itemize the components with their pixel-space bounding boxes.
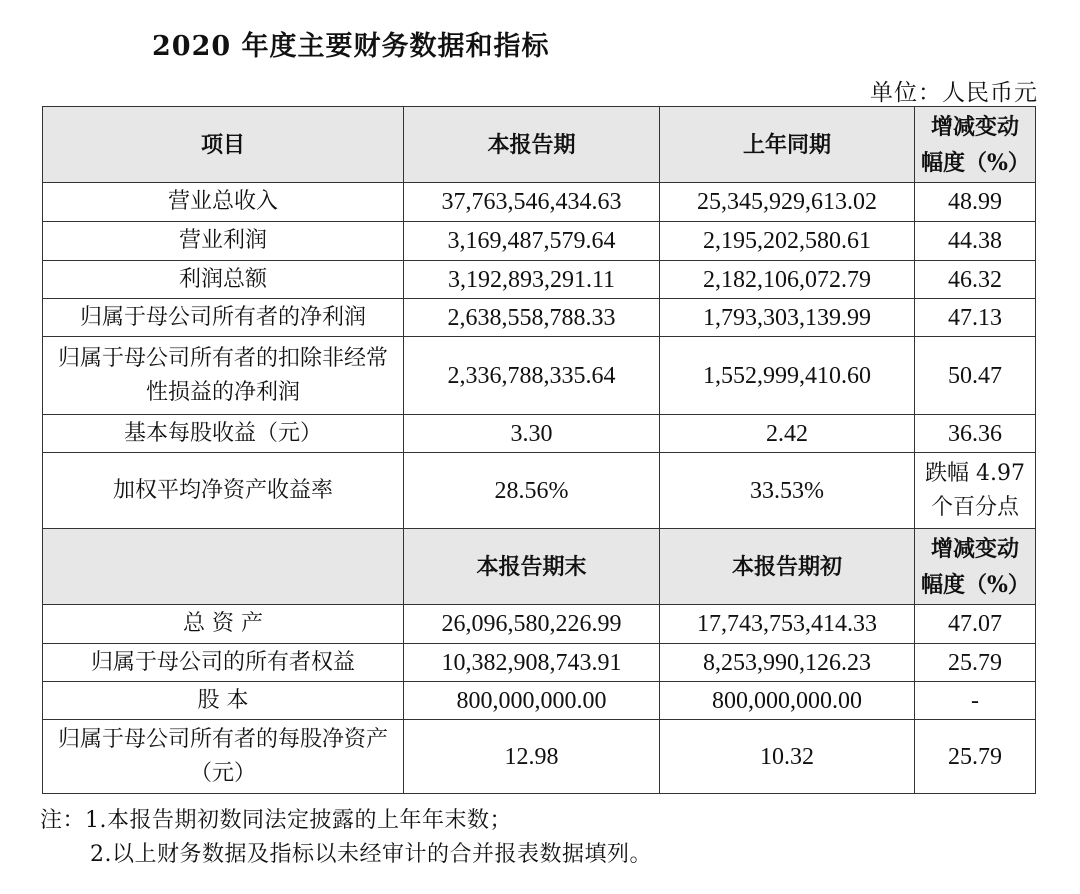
current-period-value: 3,169,487,579.64: [404, 222, 660, 261]
table-header-row: [43, 529, 1036, 605]
row-label: 加权平均净资产收益率: [43, 453, 404, 529]
change-percent-value: 47.07: [915, 605, 1036, 644]
table-row: [43, 299, 1036, 337]
period-end-value: 12.98: [404, 720, 660, 794]
footnote-2: 2.以上财务数据及指标以未经审计的合并报表数据填列。: [90, 842, 652, 867]
table-row: [43, 605, 1036, 644]
row-label: 基本每股收益（元）: [43, 415, 404, 453]
table-row: [43, 337, 1036, 415]
header-cell: 上年同期: [660, 107, 915, 183]
change-percent-value: 47.13: [915, 299, 1036, 337]
change-percent-value: 36.36: [915, 415, 1036, 453]
period-start-value: 8,253,990,126.23: [660, 644, 915, 682]
current-period-value: 2,336,788,335.64: [404, 337, 660, 415]
period-start-value: 17,743,753,414.33: [660, 605, 915, 644]
row-label: 归属于母公司的所有者权益: [43, 644, 404, 682]
period-end-value: 10,382,908,743.91: [404, 644, 660, 682]
footnotes: [40, 804, 652, 872]
period-start-value: 800,000,000.00: [660, 682, 915, 720]
change-percent-value: -: [915, 682, 1036, 720]
row-label: 归属于母公司所有者的每股净资产（元）: [43, 720, 404, 794]
row-label: 归属于母公司所有者的扣除非经常性损益的净利润: [43, 337, 404, 415]
financial-data-table: [42, 106, 1036, 794]
currency-unit-label: 单位：人民币元: [870, 80, 1038, 106]
prior-period-value: 25,345,929,613.02: [660, 183, 915, 222]
period-start-value: 10.32: [660, 720, 915, 794]
change-percent-value: 44.38: [915, 222, 1036, 261]
header-cell: 增减变动幅度（%）: [915, 529, 1036, 605]
row-label: 总 资 产: [43, 605, 404, 644]
prior-period-value: 1,552,999,410.60: [660, 337, 915, 415]
footnote-1: 注：1.本报告期初数同法定披露的上年年末数；: [40, 808, 512, 833]
header-cell: 本报告期初: [660, 529, 915, 605]
period-end-value: 26,096,580,226.99: [404, 605, 660, 644]
row-label: 营业总收入: [43, 183, 404, 222]
change-percent-value: 50.47: [915, 337, 1036, 415]
prior-period-value: 2,195,202,580.61: [660, 222, 915, 261]
current-period-value: 2,638,558,788.33: [404, 299, 660, 337]
header-cell: 本报告期: [404, 107, 660, 183]
change-percent-value: 25.79: [915, 720, 1036, 794]
prior-period-value: 2,182,106,072.79: [660, 261, 915, 299]
table-row: [43, 415, 1036, 453]
row-label: 营业利润: [43, 222, 404, 261]
change-percent-value: 25.79: [915, 644, 1036, 682]
row-label: 归属于母公司所有者的净利润: [43, 299, 404, 337]
current-period-value: 3,192,893,291.11: [404, 261, 660, 299]
header-cell: 项目: [43, 107, 404, 183]
header-cell: 本报告期末: [404, 529, 660, 605]
current-period-value: 37,763,546,434.63: [404, 183, 660, 222]
period-end-value: 800,000,000.00: [404, 682, 660, 720]
row-label: 利润总额: [43, 261, 404, 299]
table-row: [43, 682, 1036, 720]
current-period-value: 28.56%: [404, 453, 660, 529]
table-header-row: [43, 107, 1036, 183]
prior-period-value: 1,793,303,139.99: [660, 299, 915, 337]
prior-period-value: 2.42: [660, 415, 915, 453]
current-period-value: 3.30: [404, 415, 660, 453]
table-row: [43, 720, 1036, 794]
change-percent-value: 46.32: [915, 261, 1036, 299]
table-row: [43, 453, 1036, 529]
change-percent-value: 48.99: [915, 183, 1036, 222]
table-row: [43, 261, 1036, 299]
table-row: [43, 222, 1036, 261]
table-row: [43, 183, 1036, 222]
prior-period-value: 33.53%: [660, 453, 915, 529]
page-title: 2020 年度主要财务数据和指标: [152, 31, 550, 62]
change-percent-value: 跌幅 4.97个百分点: [915, 453, 1036, 529]
table-row: [43, 644, 1036, 682]
header-cell: [43, 529, 404, 605]
row-label: 股 本: [43, 682, 404, 720]
header-cell: 增减变动幅度（%）: [915, 107, 1036, 183]
